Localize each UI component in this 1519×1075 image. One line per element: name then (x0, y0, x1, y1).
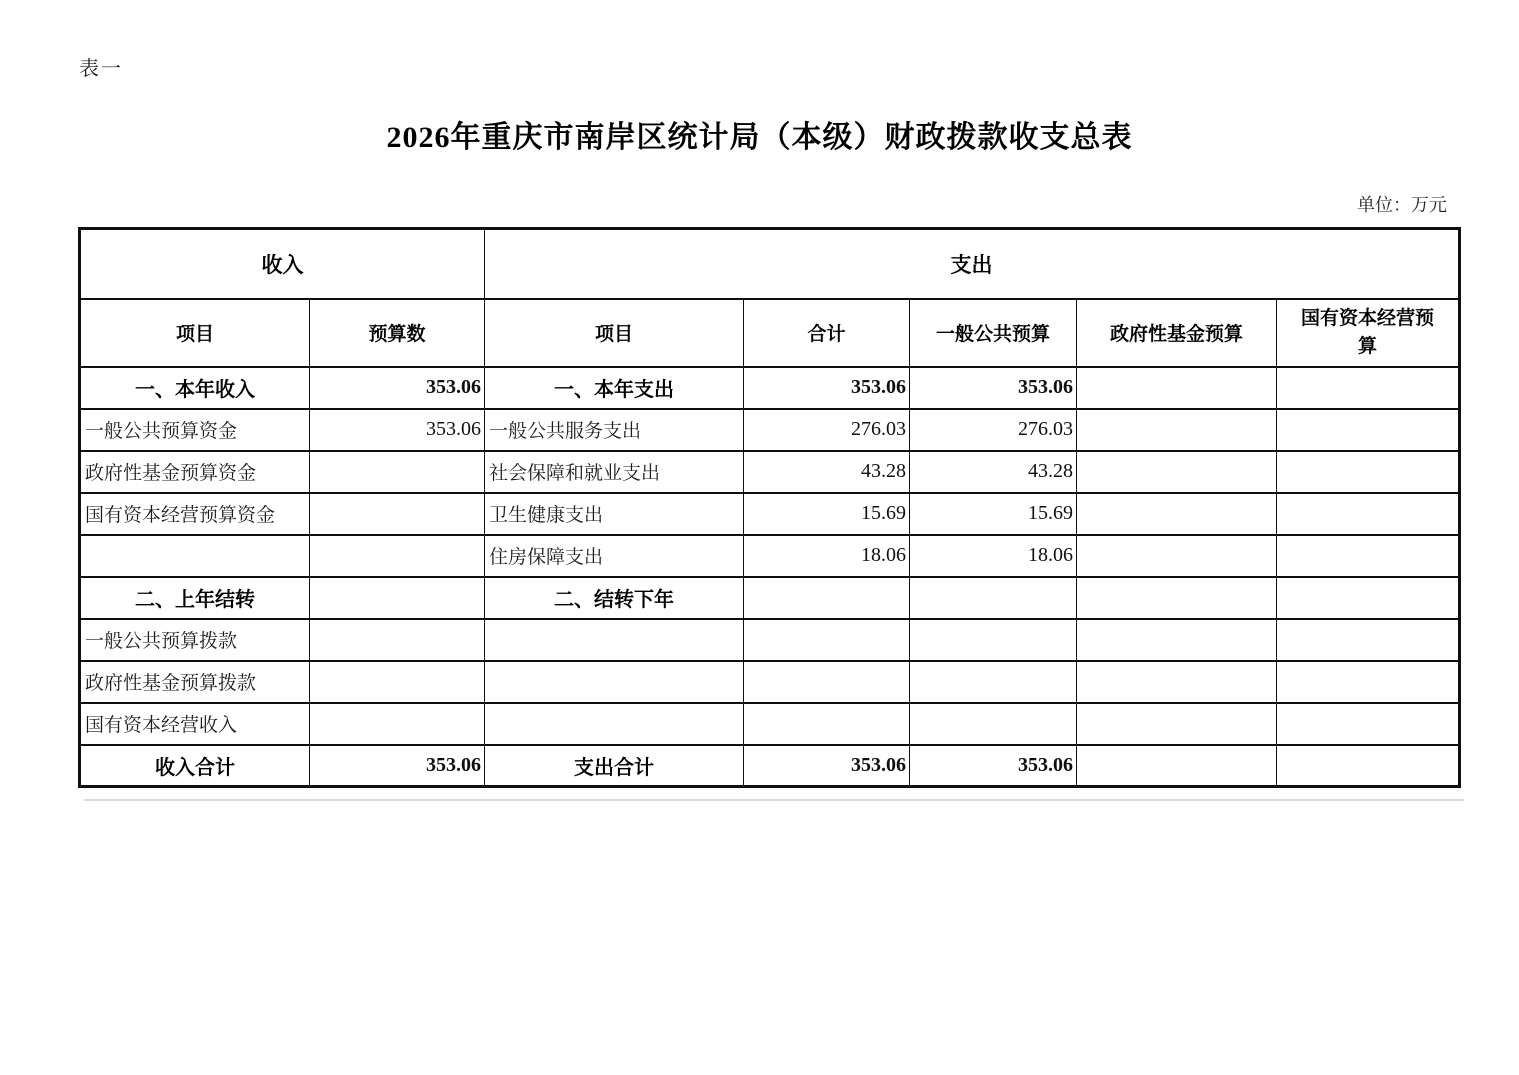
cell-expense-item: 一般公共服务支出 (485, 409, 744, 451)
cell-expense-item (485, 619, 744, 661)
cell-income-item (80, 535, 310, 577)
cell-general-public-budget: 353.06 (910, 367, 1077, 409)
cell-expense-item: 一、本年支出 (485, 367, 744, 409)
table-row (80, 661, 1460, 703)
table-group-header-row (80, 229, 1460, 299)
cell-expense-total: 15.69 (744, 493, 910, 535)
cell-govt-fund-budget (1077, 493, 1277, 535)
page-title: 2026年重庆市南岸区统计局（本级）财政拨款收支总表 (386, 121, 1133, 154)
table-row (80, 745, 1460, 787)
table-row (80, 409, 1460, 451)
cell-expense-item (485, 661, 744, 703)
cell-expense-total: 353.06 (744, 367, 910, 409)
table-row (80, 703, 1460, 745)
cell-income-budget (310, 577, 485, 619)
cell-income-item: 国有资本经营预算资金 (80, 493, 310, 535)
col-header-expense-item: 项目 (485, 299, 744, 367)
cell-state-capital-budget (1277, 409, 1460, 451)
table-row (80, 493, 1460, 535)
cell-state-capital-budget (1277, 577, 1460, 619)
cell-expense-total (744, 703, 910, 745)
cell-expense-item: 二、结转下年 (485, 577, 744, 619)
cell-income-item: 政府性基金预算拨款 (80, 661, 310, 703)
col-header-general-public-budget: 一般公共预算 (910, 299, 1077, 367)
cell-income-item: 二、上年结转 (80, 577, 310, 619)
cell-expense-total (744, 577, 910, 619)
budget-summary-table (78, 227, 1461, 788)
table-row (80, 619, 1460, 661)
cell-general-public-budget (910, 661, 1077, 703)
cell-expense-total: 43.28 (744, 451, 910, 493)
cell-income-item: 政府性基金预算资金 (80, 451, 310, 493)
cell-govt-fund-budget (1077, 535, 1277, 577)
cell-expense-total: 18.06 (744, 535, 910, 577)
cell-govt-fund-budget (1077, 577, 1277, 619)
cell-govt-fund-budget (1077, 703, 1277, 745)
table-row (80, 451, 1460, 493)
cell-income-budget: 353.06 (310, 745, 485, 787)
cell-general-public-budget (910, 619, 1077, 661)
cell-general-public-budget: 18.06 (910, 535, 1077, 577)
cell-state-capital-budget (1277, 745, 1460, 787)
cell-income-item: 一、本年收入 (80, 367, 310, 409)
cell-income-item: 一般公共预算拨款 (80, 619, 310, 661)
cell-income-budget (310, 661, 485, 703)
cell-expense-total (744, 661, 910, 703)
cell-state-capital-budget (1277, 451, 1460, 493)
table-row (80, 535, 1460, 577)
cell-income-budget (310, 535, 485, 577)
cell-expense-item (485, 703, 744, 745)
cell-state-capital-budget (1277, 619, 1460, 661)
cell-income-item: 收入合计 (80, 745, 310, 787)
cell-state-capital-budget (1277, 493, 1460, 535)
col-header-govt-fund-budget: 政府性基金预算 (1077, 299, 1277, 367)
col-header-expense-total: 合计 (744, 299, 910, 367)
cell-govt-fund-budget (1077, 619, 1277, 661)
table-number-label: 表一 (79, 58, 123, 80)
cell-income-item: 国有资本经营收入 (80, 703, 310, 745)
cell-general-public-budget (910, 577, 1077, 619)
table-column-header-row (80, 299, 1460, 367)
col-header-state-capital-budget (1277, 299, 1460, 367)
col-header-state-capital-budget-label: 国有资本经营预算 (1301, 307, 1435, 357)
income-group-header: 收入 (80, 229, 485, 299)
expense-group-header: 支出 (485, 229, 1460, 299)
cell-govt-fund-budget (1077, 451, 1277, 493)
cell-general-public-budget: 43.28 (910, 451, 1077, 493)
cell-expense-total (744, 619, 910, 661)
table-bottom-shadow (84, 799, 1464, 801)
cell-income-budget (310, 493, 485, 535)
cell-govt-fund-budget (1077, 745, 1277, 787)
cell-govt-fund-budget (1077, 661, 1277, 703)
cell-expense-item: 支出合计 (485, 745, 744, 787)
cell-govt-fund-budget (1077, 409, 1277, 451)
cell-income-item: 一般公共预算资金 (80, 409, 310, 451)
table-row (80, 367, 1460, 409)
cell-expense-total: 353.06 (744, 745, 910, 787)
cell-state-capital-budget (1277, 367, 1460, 409)
cell-income-budget: 353.06 (310, 367, 485, 409)
table-row (80, 577, 1460, 619)
cell-expense-item: 住房保障支出 (485, 535, 744, 577)
col-header-income-item: 项目 (80, 299, 310, 367)
cell-state-capital-budget (1277, 535, 1460, 577)
unit-note: 单位：万元 (1357, 195, 1447, 215)
cell-general-public-budget: 15.69 (910, 493, 1077, 535)
cell-state-capital-budget (1277, 661, 1460, 703)
cell-state-capital-budget (1277, 703, 1460, 745)
cell-income-budget (310, 703, 485, 745)
cell-general-public-budget (910, 703, 1077, 745)
cell-expense-total: 276.03 (744, 409, 910, 451)
cell-income-budget (310, 451, 485, 493)
cell-income-budget: 353.06 (310, 409, 485, 451)
cell-expense-item: 社会保障和就业支出 (485, 451, 744, 493)
cell-general-public-budget: 353.06 (910, 745, 1077, 787)
cell-general-public-budget: 276.03 (910, 409, 1077, 451)
col-header-income-budget: 预算数 (310, 299, 485, 367)
cell-govt-fund-budget (1077, 367, 1277, 409)
cell-income-budget (310, 619, 485, 661)
cell-expense-item: 卫生健康支出 (485, 493, 744, 535)
